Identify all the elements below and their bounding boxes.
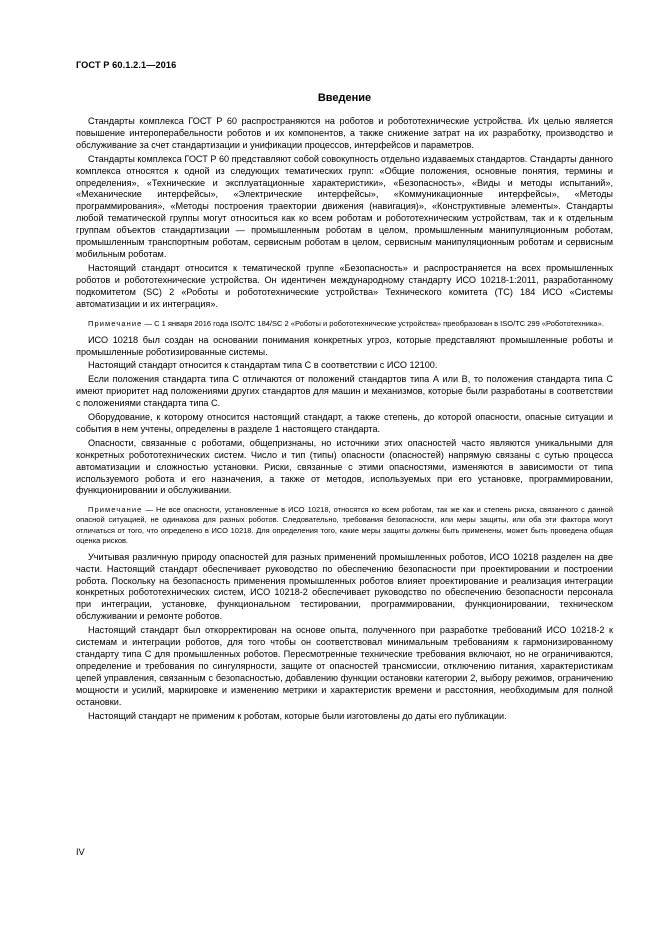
paragraph: Если положения стандарта типа С отличаются от положений стандартов типа А или В, то положения стандарта типа С имеют приоритет над положениями других стандартов для машин и механизмов, которые были разработаны в соответствии с положениями стандарта типа С. xyxy=(76,374,613,409)
paragraph: Настоящий стандарт относится к стандартам типа С в соответствии с ИСО 12100. xyxy=(88,360,438,371)
paragraph: Настоящий стандарт не применим к роботам, которые были изготовлены до даты его публикации. xyxy=(88,710,507,721)
paragraph: Оборудование, к которому относится настоящий стандарт, а также степень, до которой опасности, опасные ситуации и события в нем учтены, определены в разделе 1 настоящего стандарта. xyxy=(76,412,613,434)
note-block xyxy=(76,319,613,329)
note-block xyxy=(76,505,613,545)
note-text: — С 1 января 2016 года ISO/TC 184/SC 2 «Роботы и робототехнические устройства» преобразован в ISO/TC 299 «Робототехника». xyxy=(142,318,604,328)
section-title: Введение xyxy=(317,92,372,104)
paragraph: ИСО 10218 был создан на основании понимания конкретных угроз, которые представляют промышленные роботы и промышленные роботизированные системы. xyxy=(76,334,613,357)
paragraph: Стандарты комплекса ГОСТ Р 60 представляют собой совокупность отдельно издаваемых стандартов. Стандарты данного комплекса относятся к одной из следующих тематических групп: «Общие положения, основные понятия, термины и определения», «Технические и эксплуатационные характеристики», «Безопасность», «Виды и методы испытаний», «Механические интерфейсы», «Электрические интерфейсы», «Коммуникационные интерфейсы», «Методы программирования», «Методы построения траектории движения (навигация)», «Конструктивные элементы». Стандарты любой тематической группы могут относиться как ко всем роботам и робототехническим устройствам, так и к отдельным группам объектов стандартизации — промышленным роботам в целом, промышленным манипуляционным роботам, промышленным транспортным роботам, сервисным роботам в целом, сервисным манипуляционным роботам и сервисным мобильным роботам. xyxy=(76,153,613,259)
paragraph: Настоящий стандарт был откорректирован на основе опыта, полученного при разработке требований ИСО 10218-2 к системам и интеграции роботов, для того чтобы он соответствовал минимальным требованиям к гармонизированному стандарту типа С для промышленных роботов. Пересмотренные технические требования включают, но не ограничиваются, определение и требования по сингулярности, защите от опасностей трансмиссии, отключению питания, характеристикам цепей управления, связанным с безопасностью, добавлению функции остановки категории 2, выбору режимов, ограничению мощности и усилий, маркировке и изменению метрики и характеристик времени и расстояния, необходимым для полной остановки. xyxy=(76,625,613,707)
note-label: Примечание xyxy=(88,318,143,328)
paragraph: Настоящий стандарт относится к тематической группе «Безопасность» и распространяется на всех промышленных роботов и робототехнические устройства. Он идентичен международному стандарту ИСО 10218-1:2011, разработанному подкомитетом (SC) 2 «Роботы и робототехнические устройства» Технического комитета (ТС) 184 ИСО «Системы автоматизации и их интеграция». xyxy=(76,262,613,309)
document-body xyxy=(76,92,613,722)
paragraph: Опасности, связанные с роботами, общепризнаны, но источники этих опасностей часто являются уникальными для конкретных робототехнических систем. Число и тип (типы) опасности (опасностей) напрямую связаны с сутью процесса автоматизации и сложностью установки. Риски, связанные с этими опасностями, изменяются в зависимости от типа используемого робота и его назначения, а также от методов, используемых при его установке, программировании, функционировании и обслуживании. xyxy=(76,437,613,496)
note-text: — Не все опасности, установленные в ИСО 10218, относятся ко всем роботам, так же как и степень риска, связанного с данной опасной ситуацией, не одинакова для разных роботов. Следовательно, требования безопасности, или меры защиты, или оба эти фактора могут отличаться от того, что определено в ИСО 10218. Для определения того, какие меры защиты должны быть применены, может быть проведена общая оценка рисков. xyxy=(76,505,613,545)
document-header: ГОСТ Р 60.1.2.1—2016 xyxy=(76,60,177,70)
paragraph: Учитывая различную природу опасностей для разных применений промышленных роботов, ИСО 10218 разделен на две части. Настоящий стандарт обеспечивает руководство по обеспечению безопасности при проектировании и построении робота. Поскольку на безопасность применения промышленных роботов влияет проектирование и реализация интеграции конкретных робототехнических систем, ИСО 10218-2 обеспечивает руководство по обеспечению безопасности персонала при интеграции, установке, функциональном тестировании, программировании, функционировании, техническом обслуживании и ремонте роботов. xyxy=(76,551,613,622)
page-number: IV xyxy=(76,847,85,857)
paragraph: Стандарты комплекса ГОСТ Р 60 распространяются на роботов и робототехнические устройства. Их целью является повышение интероперабельности роботов и их компонентов, а также снижение затрат на их разработку, производство и обслуживание за счет стандартизации и унификации процессов, интерфейсов и параметров. xyxy=(76,116,613,150)
note-label: Примечание xyxy=(88,505,143,515)
